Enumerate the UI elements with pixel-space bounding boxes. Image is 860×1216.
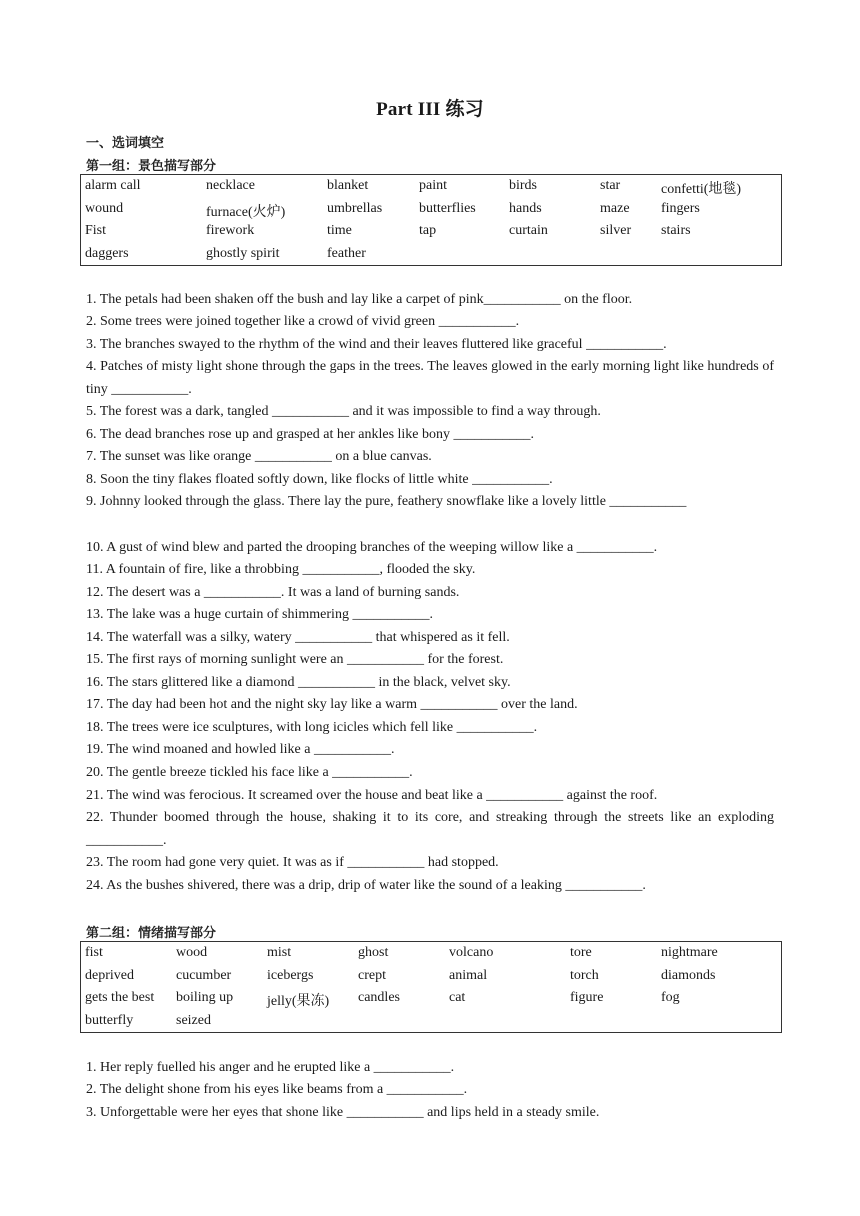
word-option: hands [509, 200, 542, 216]
word-option: cat [449, 990, 466, 1005]
question: 19. The wind moaned and howled like a ___________. [86, 742, 395, 757]
question: 14. The waterfall was a silky, watery ___________ that whispered as it fell. [86, 630, 510, 645]
question: 9. Johnny looked through the glass. There lay the pure, feathery snowflake like a lovely little ___________ [86, 494, 687, 509]
question: 6. The dead branches rose up and grasped at her ankles like bony ___________. [86, 427, 535, 442]
word-row [81, 987, 781, 1010]
word-option: figure [570, 990, 604, 1005]
word-option: diamonds [661, 967, 716, 983]
word-option: birds [509, 178, 537, 193]
word-row [81, 175, 781, 198]
word-option: butterfly [85, 1012, 134, 1028]
question: 17. The day had been hot and the night sky lay like a warm ___________ over the land. [86, 697, 578, 712]
word-option: tore [570, 945, 592, 960]
word-row [81, 1010, 781, 1033]
word-option: wound [85, 200, 124, 216]
word-option: time [327, 223, 352, 238]
question: 13. The lake was a huge curtain of shimmering ___________. [86, 607, 433, 622]
word-option: seized [176, 1012, 211, 1028]
section-heading: 一、选词填空 [86, 136, 165, 151]
word-option: icebergs [267, 967, 314, 983]
question: 15. The first rays of morning sunlight were an ___________ for the forest. [86, 652, 504, 667]
word-option: star [600, 178, 621, 193]
word-option: umbrellas [327, 200, 383, 216]
question: 3. Unforgettable were her eyes that shone like ___________ and lips held in a steady smile. [86, 1105, 600, 1120]
question: 11. A fountain of fire, like a throbbing ___________, flooded the sky. [86, 562, 476, 577]
word-option: paint [419, 178, 447, 193]
group2-heading: 第二组：情绪描写部分 [86, 926, 217, 941]
word-option: fingers [661, 200, 700, 216]
word-option: animal [449, 967, 488, 983]
question: 5. The forest was a dark, tangled ___________ and it was impossible to find a way through. [86, 404, 601, 419]
word-row [81, 942, 781, 965]
question: 12. The desert was a ___________. It was a land of burning sands. [86, 585, 460, 600]
question: 8. Soon the tiny flakes floated softly down, like flocks of little white ___________. [86, 472, 553, 487]
word-row [81, 198, 781, 221]
question: 20. The gentle breeze tickled his face like a ___________. [86, 765, 413, 780]
word-row [81, 220, 781, 243]
word-option: tap [419, 223, 437, 238]
word-option: alarm call [85, 178, 141, 193]
question: 24. As the bushes shivered, there was a drip, drip of water like the sound of a leaking ___________. [86, 878, 646, 893]
question: 16. The stars glittered like a diamond ___________ in the black, velvet sky. [86, 675, 511, 690]
word-option: fist [85, 945, 103, 960]
question: 10. A gust of wind blew and parted the drooping branches of the weeping willow like a ___________. [86, 540, 658, 555]
question: 2. The delight shone from his eyes like beams from a ___________. [86, 1082, 468, 1097]
page-title: Part III 练习 [376, 99, 484, 120]
word-option: necklace [206, 178, 255, 193]
question: 2. Some trees were joined together like a crowd of vivid green ___________. [86, 314, 520, 329]
word-option: maze [600, 200, 630, 216]
word-option: mist [267, 945, 292, 960]
word-option: silver [600, 223, 632, 238]
word-option: ghostly spirit [206, 245, 280, 261]
word-option: nightmare [661, 945, 718, 960]
question: 4. Patches of misty light shone through the gaps in the trees. The leaves glowed in the early morning light like hundreds of tiny ___________. [86, 359, 774, 397]
word-option: fog [661, 990, 680, 1005]
word-option: torch [570, 967, 599, 983]
word-option: jelly(果冻) [267, 994, 330, 1009]
question: 18. The trees were ice sculptures, with long icicles which fell like ___________. [86, 720, 538, 735]
word-option: gets the best [85, 990, 155, 1005]
word-option: wood [176, 945, 208, 960]
group1-word-box [80, 174, 782, 266]
word-option: stairs [661, 223, 691, 238]
word-option: boiling up [176, 990, 234, 1005]
question: 1. Her reply fuelled his anger and he erupted like a ___________. [86, 1060, 455, 1075]
word-option: firework [206, 223, 255, 238]
word-option: ghost [358, 945, 389, 960]
word-option: cucumber [176, 967, 232, 983]
word-option: candles [358, 990, 400, 1005]
word-option: butterflies [419, 200, 476, 216]
word-option: volcano [449, 945, 494, 960]
question: 23. The room had gone very quiet. It was as if ___________ had stopped. [86, 855, 499, 870]
word-row [81, 243, 781, 266]
word-option: deprived [85, 967, 134, 983]
word-option: daggers [85, 245, 129, 261]
question: 22. Thunder boomed through the house, shaking it to its core, and streaking through the streets like an exploding ___________. [86, 810, 774, 848]
group1-heading: 第一组：景色描写部分 [86, 159, 217, 174]
question: 7. The sunset was like orange ___________ on a blue canvas. [86, 449, 432, 464]
question: 3. The branches swayed to the rhythm of the wind and their leaves fluttered like graceful ___________. [86, 337, 667, 352]
word-option: curtain [509, 223, 548, 238]
word-option: crept [358, 967, 386, 983]
word-option: feather [327, 245, 366, 261]
word-option: furnace(火炉) [206, 204, 286, 220]
question: 1. The petals had been shaken off the bush and lay like a carpet of pink___________ on the floor. [86, 292, 633, 307]
word-option: blanket [327, 178, 369, 193]
group2-word-box [80, 941, 782, 1033]
question: 21. The wind was ferocious. It screamed over the house and beat like a ___________ against the roof. [86, 788, 658, 803]
word-option: Fist [85, 223, 107, 238]
word-option: confetti(地毯) [661, 182, 742, 197]
word-row [81, 965, 781, 988]
